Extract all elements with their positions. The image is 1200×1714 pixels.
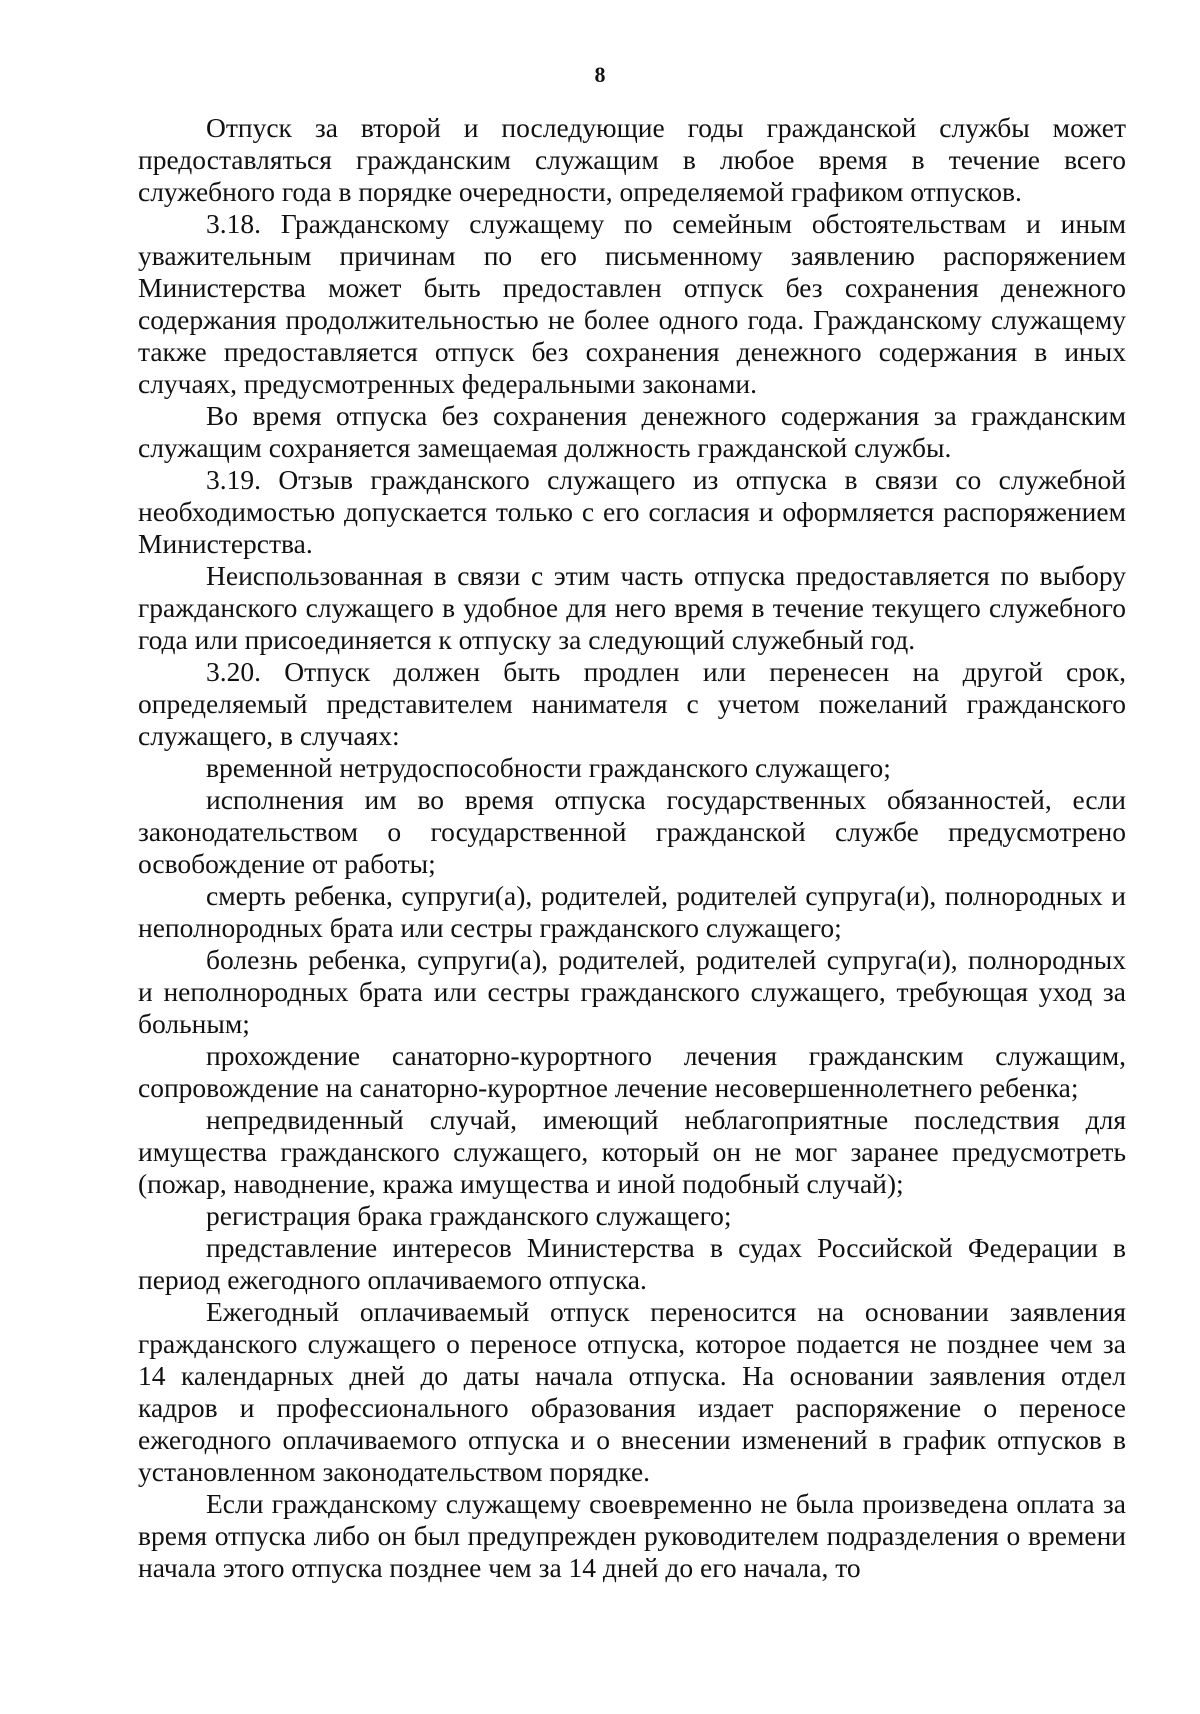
paragraph-leave-postponement: Ежегодный оплачиваемый отпуск переносится на основании заявления гражданского служащего о переносе отпуска, которое подается не позднее чем за 14 календарных дней до даты начала отпуска. На основании заявления отдел кадров и профессионального образования издает распоряжение о переносе ежегодного оплачиваемого отпуска и о внесении изменений в график отпусков в установленном законодательством порядке. [138,1296,1126,1487]
paragraph-unused-leave: Неиспользованная в связи с этим часть отпуска предоставляется по выбору гражданского служащего в удобное для него время в течение текущего служебного года или присоединяется к отпуску за следующий служебный год. [138,560,1126,655]
list-item-temporary-disability: временной нетрудоспособности гражданского служащего; [206,752,891,783]
document-body [138,112,1126,1584]
paragraph-3-20: 3.20. Отпуск должен быть продлен или перенесен на другой срок, определяемый представителем нанимателя с учетом пожеланий гражданского служащего, в случаях: [138,656,1126,751]
list-item-marriage-registration: регистрация брака гражданского служащего; [206,1200,732,1231]
page-number: 8 [594,62,606,87]
list-item-court-representation: представление интересов Министерства в судах Российской Федерации в период ежегодного оплачиваемого отпуска. [138,1232,1126,1295]
paragraph-vacation-second-year: Отпуск за второй и последующие годы гражданской службы может предоставляться гражданским служащим в любое время в течение всего служебного года в порядке очередности, определяемой графиком отпусков. [138,112,1126,207]
paragraph-late-payment: Если гражданскому служащему своевременно не была произведена оплата за время отпуска либо он был предупрежден руководителем подразделения о времени начала этого отпуска позднее чем за 14 дней до его начала, то [138,1488,1126,1583]
paragraph-3-18: 3.18. Гражданскому служащему по семейным обстоятельствам и иным уважительным причинам по его письменному заявлению распоряжением Министерства может быть предоставлен отпуск без сохранения денежного содержания продолжительностью не более одного года. Гражданскому служащему также предоставляется отпуск без сохранения денежного содержания в иных случаях, предусмотренных федеральными законами. [138,208,1126,399]
paragraph-unpaid-leave-position: Во время отпуска без сохранения денежного содержания за гражданским служащим сохраняется замещаемая должность гражданской службы. [138,400,1126,463]
list-item-unforeseen-event: непредвиденный случай, имеющий неблагоприятные последствия для имущества гражданского служащего, который он не мог заранее предусмотреть (пожар, наводнение, кража имущества и иной подобный случай); [138,1104,1126,1199]
list-item-death-of-relative: смерть ребенка, супруги(а), родителей, родителей супруга(и), полнородных и неполнородных брата или сестры гражданского служащего; [138,880,1126,943]
list-item-sanatorium-treatment: прохождение санаторно-курортного лечения гражданским служащим, сопровождение на санаторно-курортное лечение несовершеннолетнего ребенка; [138,1040,1126,1103]
list-item-illness-of-relative: болезнь ребенка, супруги(а), родителей, родителей супруга(и), полнородных и неполнородных брата или сестры гражданского служащего, требующая уход за больным; [138,944,1126,1039]
paragraph-3-19: 3.19. Отзыв гражданского служащего из отпуска в связи со служебной необходимостью допускается только с его согласия и оформляется распоряжением Министерства. [138,464,1126,559]
list-item-state-duties: исполнения им во время отпуска государственных обязанностей, если законодательством о государственной гражданской службе предусмотрено освобождение от работы; [138,784,1126,879]
